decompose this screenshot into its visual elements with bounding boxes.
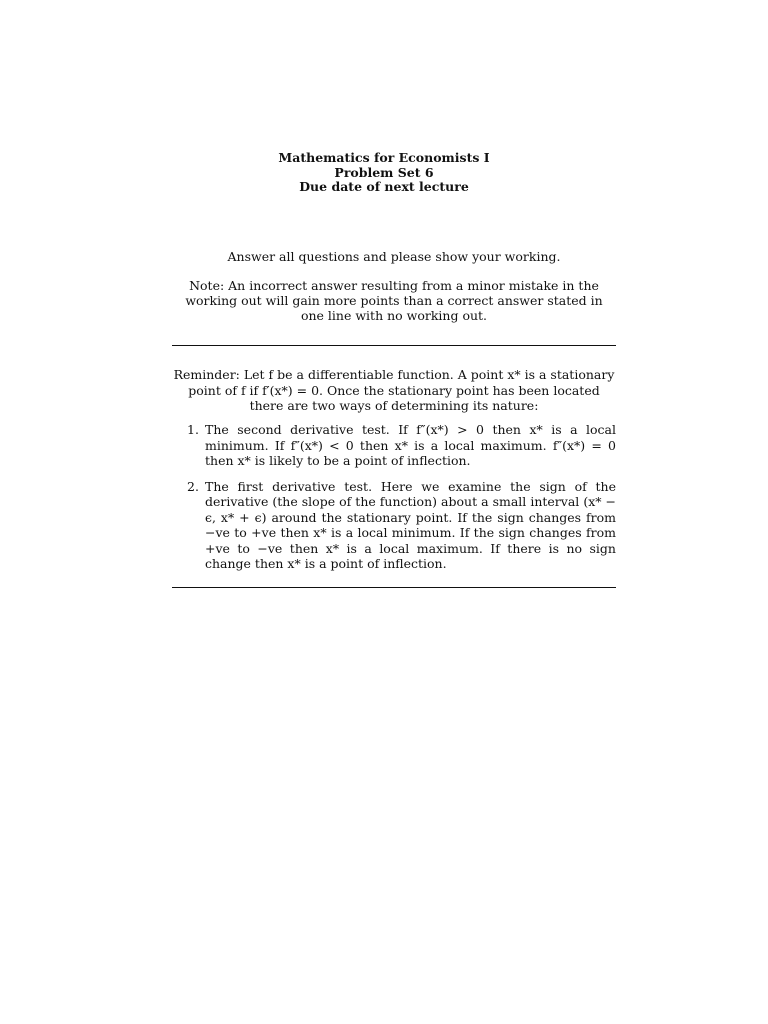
instruction-answer-all: Answer all questions and please show your working. <box>227 249 561 264</box>
reminder-box <box>172 367 616 414</box>
bottom-divider <box>172 587 616 588</box>
title-block <box>0 151 768 195</box>
methods-list <box>184 422 616 582</box>
method-number: 1. <box>187 422 199 437</box>
reminder-text: Reminder: Let f be a differentiable function. A point x* is a stationary point of f if f′(x*) = 0. Once the stationary point has been located there are two ways of determining its nature: <box>173 367 615 413</box>
instruction-note: Note: An incorrect answer resulting from a minor mistake in the working out will gain more points than a correct answer stated in one line with no working out. <box>185 278 603 323</box>
method-number: 2. <box>187 478 199 494</box>
method-item-second-derivative <box>184 422 616 469</box>
due-date: Due date of next lecture <box>299 179 469 194</box>
top-divider <box>172 345 616 346</box>
problem-set-title: Problem Set 6 <box>334 164 434 180</box>
method-text: The second derivative test. If f″(x*) > 0 then x* is a local minimum. If f″(x*) < 0 then x* is a local maximum. f″(x*) = 0 then x* is likely to be a point of inflection. <box>205 422 616 468</box>
method-item-first-derivative <box>184 479 616 572</box>
method-text: The first derivative test. Here we examine the sign of the derivative (the slope of the function) about a small interval (x* − ϵ, x* + ϵ) around the stationary point. If the sign changes from −ve to +ve then x* is a local minimum. If the sign changes from +ve to −ve then x* is a local maximum. If there is no sign change then x* is a point of inflection. <box>205 478 616 571</box>
course-title: Mathematics for Economists I <box>278 150 490 165</box>
